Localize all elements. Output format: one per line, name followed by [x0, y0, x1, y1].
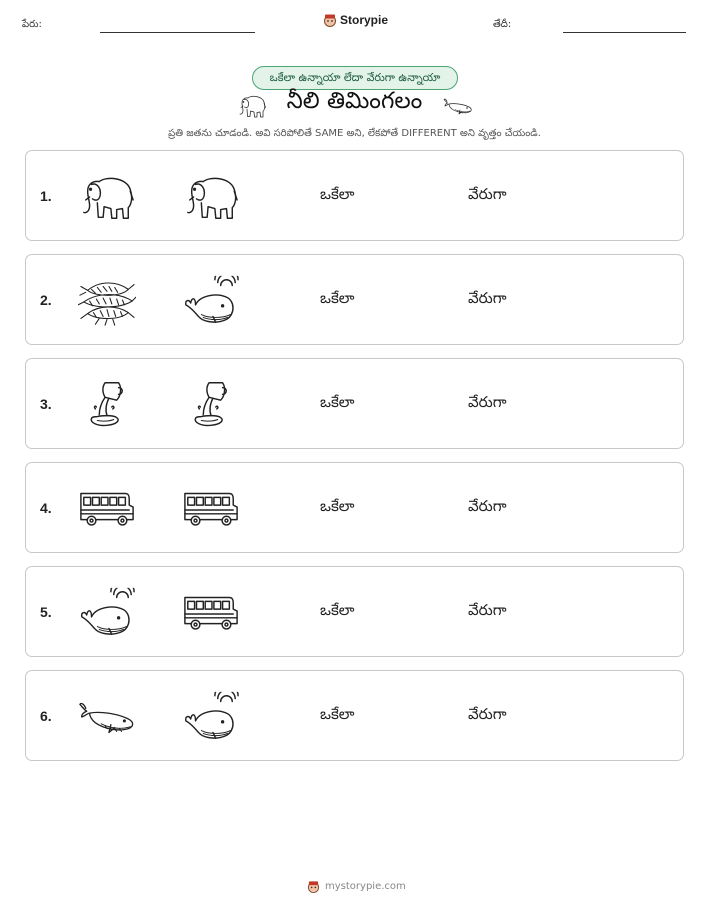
different-option[interactable]: వేరుగా: [468, 392, 507, 411]
school-bus-icon: [182, 483, 240, 535]
same-option[interactable]: ఒకేలా: [320, 392, 355, 411]
name-field[interactable]: [100, 32, 255, 33]
name-label: పేరు:: [22, 19, 42, 30]
question-number: 2.: [40, 291, 52, 308]
school-bus-icon: [78, 483, 136, 535]
question-number: 5.: [40, 603, 52, 620]
school-bus-icon: [182, 587, 240, 639]
different-option[interactable]: వేరుగా: [468, 184, 507, 203]
pouring-jug-icon: [182, 379, 240, 431]
different-option[interactable]: వేరుగా: [468, 288, 507, 307]
blue-whale-icon: [78, 691, 136, 743]
different-option[interactable]: వేరుగా: [468, 600, 507, 619]
storypie-logo-icon: [323, 13, 337, 27]
question-row: [25, 358, 684, 449]
same-option[interactable]: ఒకేలా: [320, 288, 355, 307]
pouring-jug-icon: [78, 379, 136, 431]
date-label: తేదీ:: [493, 19, 512, 30]
whale-sound-icon: [78, 587, 136, 639]
question-number: 1.: [40, 187, 52, 204]
whale-sound-icon: [182, 691, 240, 743]
same-option[interactable]: ఒకేలా: [320, 600, 355, 619]
different-option[interactable]: వేరుగా: [468, 496, 507, 515]
question-number: 6.: [40, 707, 52, 724]
question-number: 3.: [40, 395, 52, 412]
elephant-icon: [182, 171, 240, 223]
blue-whale-icon: [442, 93, 474, 119]
question-row: [25, 670, 684, 761]
storypie-logo: [323, 13, 388, 27]
same-option[interactable]: ఒకేలా: [320, 496, 355, 515]
question-row: [25, 462, 684, 553]
question-number: 4.: [40, 499, 52, 516]
footer-url[interactable]: mystorypie.com: [325, 881, 406, 892]
question-row: [25, 254, 684, 345]
date-field[interactable]: [563, 32, 686, 33]
question-row: [25, 566, 684, 657]
krill-icon: [78, 275, 136, 327]
whale-sound-icon: [182, 275, 240, 327]
brand-name: Storypie: [340, 13, 389, 27]
elephant-icon: [78, 171, 136, 223]
worksheet-type-badge: ఒకేలా ఉన్నాయా లేదా వేరుగా ఉన్నాయా: [252, 66, 458, 90]
storypie-logo-icon: [307, 880, 320, 893]
question-row: [25, 150, 684, 241]
same-option[interactable]: ఒకేలా: [320, 704, 355, 723]
instruction-text: ప్రతి జతను చూడండి. అవి సరిపోలితే SAME అని, లేకపోతే DIFFERENT అని వృత్తం చేయండి.: [168, 128, 541, 139]
same-option[interactable]: ఒకేలా: [320, 184, 355, 203]
footer: [307, 880, 406, 893]
different-option[interactable]: వేరుగా: [468, 704, 507, 723]
page-title: నీలి తిమింగలం: [286, 88, 423, 114]
